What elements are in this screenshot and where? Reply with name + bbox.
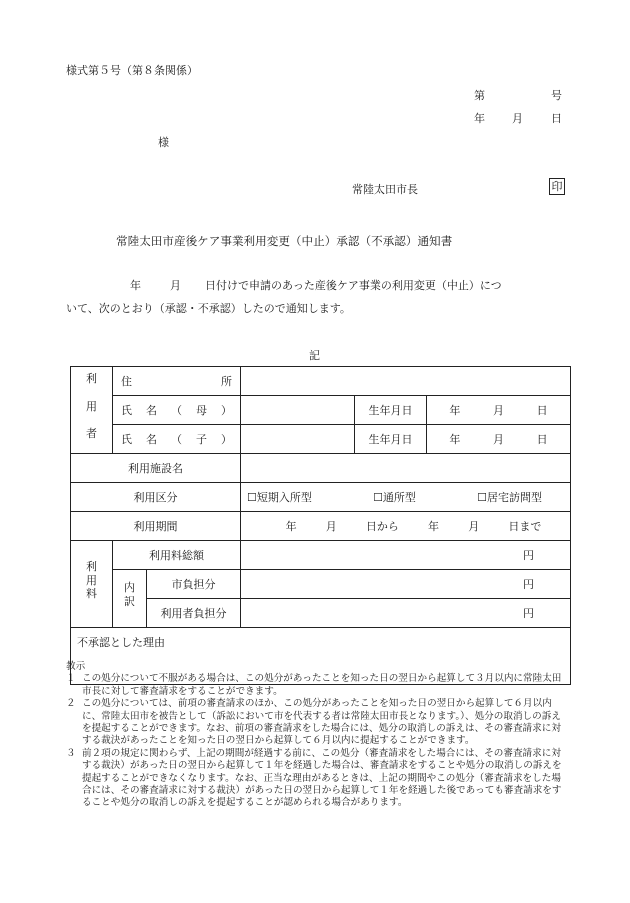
- child-birthdate-field[interactable]: 年 月 日: [427, 425, 571, 454]
- issuer-name: 常陸太田市長: [352, 183, 418, 196]
- user-share-field[interactable]: 円: [241, 599, 571, 628]
- ki-heading: 記: [309, 349, 320, 362]
- note-item: ３ 前２項の規定に関わらず、上記の期間が経過する前に、この処分（審査請求をした場合には、その審査請求に対する裁決）があった日の翌日から起算して１年を経過した場合は、審査請求をすることや処分の取消しの訴えを提起することができなくなります。なお、正当な理由があるときは、上記の期間やこの処分（審査請求をした場合には、その審査請求に対する裁決）があった日の翌日から起算して１年を経過した後であっても審査請求をすることや処分の取消しの訴えを提起することが認められる場合があります。: [66, 747, 562, 809]
- mother-birthdate-field[interactable]: 年 月 日: [427, 396, 571, 425]
- category-options: [241, 483, 571, 512]
- application-table: [70, 366, 571, 685]
- doc-number-go: 号: [551, 89, 562, 102]
- mother-name-label: 氏 名 （ 母 ）: [113, 396, 241, 425]
- body-year: 年: [130, 279, 141, 292]
- facility-label: 利用施設名: [71, 454, 241, 483]
- date-month: 月: [512, 112, 523, 125]
- user-section-label: 利 用 者: [71, 367, 113, 454]
- note-item: ２ この処分については、前項の審査請求のほか、この処分があったことを知った日の翌日から起算して６月以内に、常陸太田市を被告として（訴訟において市を代表する者は常陸太田市長となります。）、処分の取消しの訴えを提起することができます。なお、前項の審査請求をした場合には、処分の取消しの訴えは、その審査請求に対する裁決があったことを知った日の翌日から起算して６月以内に提起することができます。: [66, 698, 561, 747]
- home-visit-checkbox[interactable]: ☐居宅訪問型: [477, 491, 542, 504]
- mother-name-field[interactable]: [241, 396, 355, 425]
- instructions-notes: [66, 661, 566, 810]
- fee-section-label: 利 用 料: [71, 541, 113, 628]
- child-name-label: 氏 名 （ 子 ）: [113, 425, 241, 454]
- child-name-field[interactable]: [241, 425, 355, 454]
- address-field[interactable]: [241, 367, 571, 396]
- city-share-label: 市負担分: [147, 570, 241, 599]
- note-item: １ この処分について不服がある場合は、この処分があったことを知った日の翌日から起算して３月以内に常陸太田市長に対して審査請求をすることができます。: [66, 673, 562, 697]
- user-share-label: 利用者負担分: [147, 599, 241, 628]
- category-label: 利用区分: [71, 483, 241, 512]
- address-label: 住 所: [113, 367, 241, 396]
- period-label: 利用期間: [71, 512, 241, 541]
- form-number: 様式第５号（第８条関係）: [66, 64, 198, 77]
- seal-stamp-box: 印: [549, 178, 565, 195]
- body-line1: 日付けで申請のあった産後ケア事業の利用変更（中止）につ: [205, 279, 502, 292]
- breakdown-label: 内 訳: [113, 570, 147, 628]
- fee-total-label: 利用料総額: [113, 541, 241, 570]
- doc-number-dai: 第: [474, 89, 485, 102]
- addressee-suffix: 様: [158, 136, 169, 149]
- day-visit-checkbox[interactable]: ☐通所型: [373, 491, 416, 504]
- short-stay-checkbox[interactable]: ☐短期入所型: [247, 491, 312, 504]
- document-title: 常陸太田市産後ケア事業利用変更（中止）承認（不承認）通知書: [116, 234, 453, 248]
- notes-heading: 教示: [66, 661, 86, 672]
- body-line2: いて、次のとおり（承認・不承認）したので通知します。: [66, 302, 351, 315]
- mother-birthdate-label: 生年月日: [355, 396, 427, 425]
- facility-field[interactable]: [241, 454, 571, 483]
- rejection-reason-label: 不承認とした理由: [77, 636, 165, 649]
- date-year: 年: [474, 112, 485, 125]
- date-day: 日: [551, 112, 562, 125]
- period-field[interactable]: 年 月 日から 年 月 日まで: [241, 512, 571, 541]
- fee-total-field[interactable]: 円: [241, 541, 571, 570]
- body-month: 月: [170, 279, 181, 292]
- city-share-field[interactable]: 円: [241, 570, 571, 599]
- child-birthdate-label: 生年月日: [355, 425, 427, 454]
